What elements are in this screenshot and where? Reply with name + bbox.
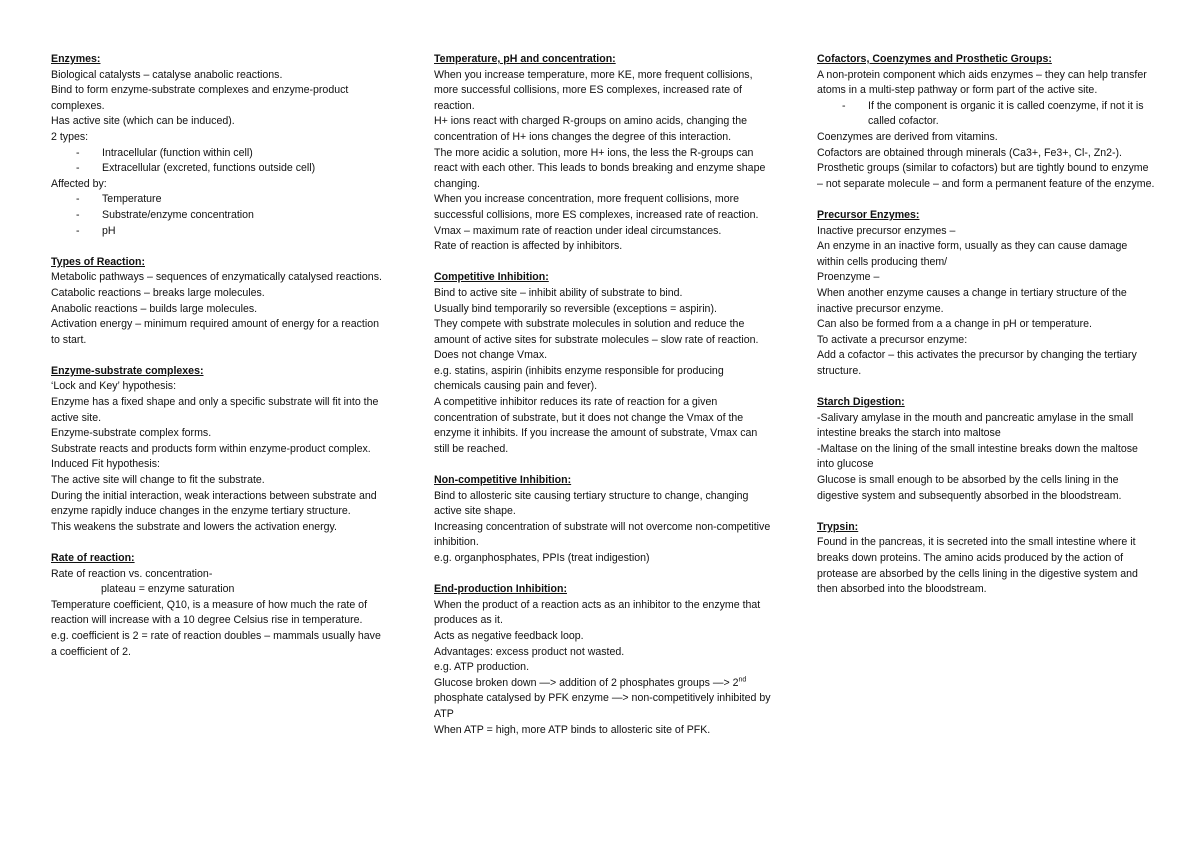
paragraph: Anabolic reactions – builds large molecules.: [51, 302, 258, 315]
types-list: [51, 146, 389, 177]
section-precursor-enzymes: [817, 208, 1155, 380]
paragraph: Vmax – maximum rate of reaction under ideal circumstances.: [434, 224, 722, 237]
list-item: - Extracellular (excreted, functions outside cell): [76, 161, 389, 177]
heading-starch-digestion: Starch Digestion:: [817, 396, 905, 409]
paragraph: Has active site (which can be induced).: [51, 115, 235, 128]
paragraph: When ATP = high, more ATP binds to allosteric site of PFK.: [434, 723, 711, 736]
paragraph: Bind to allosteric site causing tertiary structure to change, changing active site shape.: [434, 489, 749, 518]
list-item: - Temperature: [76, 192, 389, 208]
paragraph: This weakens the substrate and lowers the activation energy.: [51, 520, 337, 533]
list-item: - pH: [76, 224, 389, 240]
heading-precursor-enzymes: Precursor Enzymes:: [817, 208, 920, 221]
paragraph: Rate of reaction vs. concentration-: [51, 567, 213, 580]
paragraph: Proenzyme –: [817, 271, 880, 284]
heading-non-competitive-inhibition: Non-competitive Inhibition:: [434, 474, 572, 487]
paragraph: The more acidic a solution, more H+ ions, the less the R-groups can react with each other. This leads to bonds breaking and enzyme shape changing.: [434, 146, 766, 190]
paragraph: An enzyme in an inactive form, usually as they can cause damage within cells producing them/: [817, 240, 1128, 268]
paragraph: Prosthetic groups (similar to cofactors) but are tightly bound to enzyme – not separate molecule – and form a permanent feature of the enzyme.: [817, 162, 1155, 190]
heading-enzymes: Enzymes:: [51, 53, 101, 65]
paragraph: Increasing concentration of substrate will not overcome non-competitive inhibition.: [434, 520, 771, 549]
paragraph: They compete with substrate molecules in solution and reduce the amount of active sites for substrate molecules – slow rate of reaction.: [434, 318, 759, 346]
paragraph: Inactive precursor enzymes –: [817, 224, 956, 237]
paragraph: When you increase concentration, more frequent collisions, more successful collisions, more ES complexes, increased rate of reaction.: [434, 193, 759, 221]
paragraph: A competitive inhibitor reduces its rate of reaction for a given concentration of substrate, but it does not change the Vmax of the enzyme it inhibits. If you increase the amount of substrate, Vmax can still be reached.: [434, 396, 758, 455]
cofactor-list: [817, 99, 1155, 130]
paragraph: Cofactors are obtained through minerals (Ca3+, Fe3+, Cl-, Zn2-).: [817, 146, 1123, 159]
paragraph: Activation energy – minimum required amount of energy for a reaction to start.: [51, 318, 379, 346]
paragraph: e.g. ATP production.: [434, 661, 530, 674]
paragraph: Enzyme-substrate complex forms.: [51, 427, 212, 440]
heading-end-production-inhibition: End-production Inhibition:: [434, 583, 567, 596]
text-run: phosphate catalysed by PFK enzyme —> non-competitively inhibited by ATP: [434, 692, 771, 720]
paragraph-indented: plateau = enzyme saturation: [101, 583, 235, 596]
paragraph: Does not change Vmax.: [434, 349, 548, 362]
paragraph: Enzyme has a fixed shape and only a specific substrate will fit into the active site.: [51, 396, 379, 424]
paragraph: Usually bind temporarily so reversible (exceptions = aspirin).: [434, 302, 717, 315]
list-item: - If the component is organic it is called coenzyme, if not it is called cofactor.: [842, 99, 1155, 130]
paragraph: e.g. statins, aspirin (inhibits enzyme responsible for producing chemicals causing pain and fever).: [434, 364, 724, 393]
paragraph: H+ ions react with charged R-groups on amino acids, changing the concentration of H+ ions changes the degree of this interaction.: [434, 115, 747, 143]
section-types-of-reaction: [51, 255, 389, 349]
paragraph: Biological catalysts – catalyse anabolic reactions.: [51, 68, 283, 81]
section-cofactors: [817, 52, 1155, 192]
section-enzyme-substrate-complexes: [51, 364, 389, 536]
paragraph: To activate a precursor enzyme:: [817, 333, 968, 346]
paragraph: e.g. coefficient is 2 = rate of reaction doubles – mammals usually have a coefficient of 2.: [51, 629, 381, 658]
paragraph: Acts as negative feedback loop.: [434, 629, 584, 642]
paragraph: When another enzyme causes a change in tertiary structure of the inactive precursor enzyme.: [817, 286, 1127, 315]
section-starch-digestion: [817, 395, 1155, 504]
paragraph: When the product of a reaction acts as an inhibitor to the enzyme that produces as it.: [434, 598, 761, 627]
section-non-competitive-inhibition: [434, 473, 772, 567]
paragraph: ‘Lock and Key’ hypothesis:: [51, 380, 177, 393]
heading-cofactors: Cofactors, Coenzymes and Prosthetic Groups:: [817, 53, 1052, 65]
paragraph: Coenzymes are derived from vitamins.: [817, 130, 998, 143]
paragraph: 2 types:: [51, 130, 89, 143]
section-competitive-inhibition: [434, 270, 772, 457]
paragraph-glucose-pathway: [434, 676, 772, 723]
paragraph: When you increase temperature, more KE, more frequent collisions, more successful collisions, more ES complexes, increased rate of reaction.: [434, 68, 753, 112]
list-item: - Substrate/enzyme concentration: [76, 208, 389, 224]
paragraph: During the initial interaction, weak interactions between substrate and enzyme rapidly induce changes in the enzyme tertiary structure.: [51, 489, 377, 518]
paragraph: Glucose is small enough to be absorbed by the cells lining in the digestive system and subsequently absorbed in the bloodstream.: [817, 474, 1122, 502]
superscript: nd: [738, 676, 747, 684]
section-trypsin: [817, 520, 1155, 598]
paragraph: Found in the pancreas, it is secreted into the small intestine where it breaks down proteins. The amino acids produced by the action of protease are absorbed by the cells lining in the digestive system and then absorbed into the bloodstream.: [817, 536, 1138, 596]
paragraph: -Maltase on the lining of the small intestine breaks down the maltose into glucose: [817, 442, 1138, 471]
paragraph: Can also be formed from a a change in pH or temperature.: [817, 318, 1092, 331]
paragraph: Affected by:: [51, 177, 107, 190]
paragraph: Advantages: excess product not wasted.: [434, 645, 625, 658]
paragraph: Rate of reaction is affected by inhibitors.: [434, 240, 623, 253]
list-item: - Intracellular (function within cell): [76, 146, 389, 162]
paragraph: A non-protein component which aids enzymes – they can help transfer atoms in a multi-step pathway or form part of the active site.: [817, 68, 1147, 97]
paragraph: The active site will change to fit the substrate.: [51, 474, 265, 487]
affected-list: [51, 192, 389, 239]
heading-temperature-ph-concentration: Temperature, pH and concentration:: [434, 53, 616, 65]
column-3: [817, 52, 1155, 613]
paragraph: Induced Fit hypothesis:: [51, 458, 160, 471]
section-temperature-ph-concentration: [434, 52, 772, 255]
heading-types-of-reaction: Types of Reaction:: [51, 255, 145, 268]
paragraph: -Salivary amylase in the mouth and pancreatic amylase in the small intestine breaks the starch into maltose: [817, 411, 1134, 440]
heading-trypsin: Trypsin:: [817, 520, 859, 533]
paragraph: Temperature coefficient, Q10, is a measure of how much the rate of reaction will increase with a 10 degree Celsius rise in temperature.: [51, 598, 368, 627]
heading-enzyme-substrate-complexes: Enzyme-substrate complexes:: [51, 364, 204, 377]
text-run: Glucose broken down —> addition of 2 phosphates groups —> 2: [434, 676, 739, 689]
heading-competitive-inhibition: Competitive Inhibition:: [434, 271, 549, 284]
column-2: [434, 52, 772, 754]
section-rate-of-reaction: [51, 551, 389, 660]
paragraph: Metabolic pathways – sequences of enzymatically catalysed reactions.: [51, 271, 382, 284]
paragraph: Bind to form enzyme-substrate complexes and enzyme-product complexes.: [51, 84, 349, 112]
paragraph: Substrate reacts and products form within enzyme-product complex.: [51, 442, 371, 455]
paragraph: e.g. organphosphates, PPIs (treat indigestion): [434, 552, 650, 564]
column-1: [51, 52, 389, 676]
section-end-production-inhibition: [434, 582, 772, 738]
paragraph: Add a cofactor – this activates the precursor by changing the tertiary structure.: [817, 349, 1137, 377]
section-enzymes: [51, 52, 389, 239]
paragraph: Bind to active site – inhibit ability of substrate to bind.: [434, 286, 683, 299]
heading-rate-of-reaction: Rate of reaction:: [51, 552, 135, 564]
paragraph: Catabolic reactions – breaks large molecules.: [51, 286, 265, 299]
